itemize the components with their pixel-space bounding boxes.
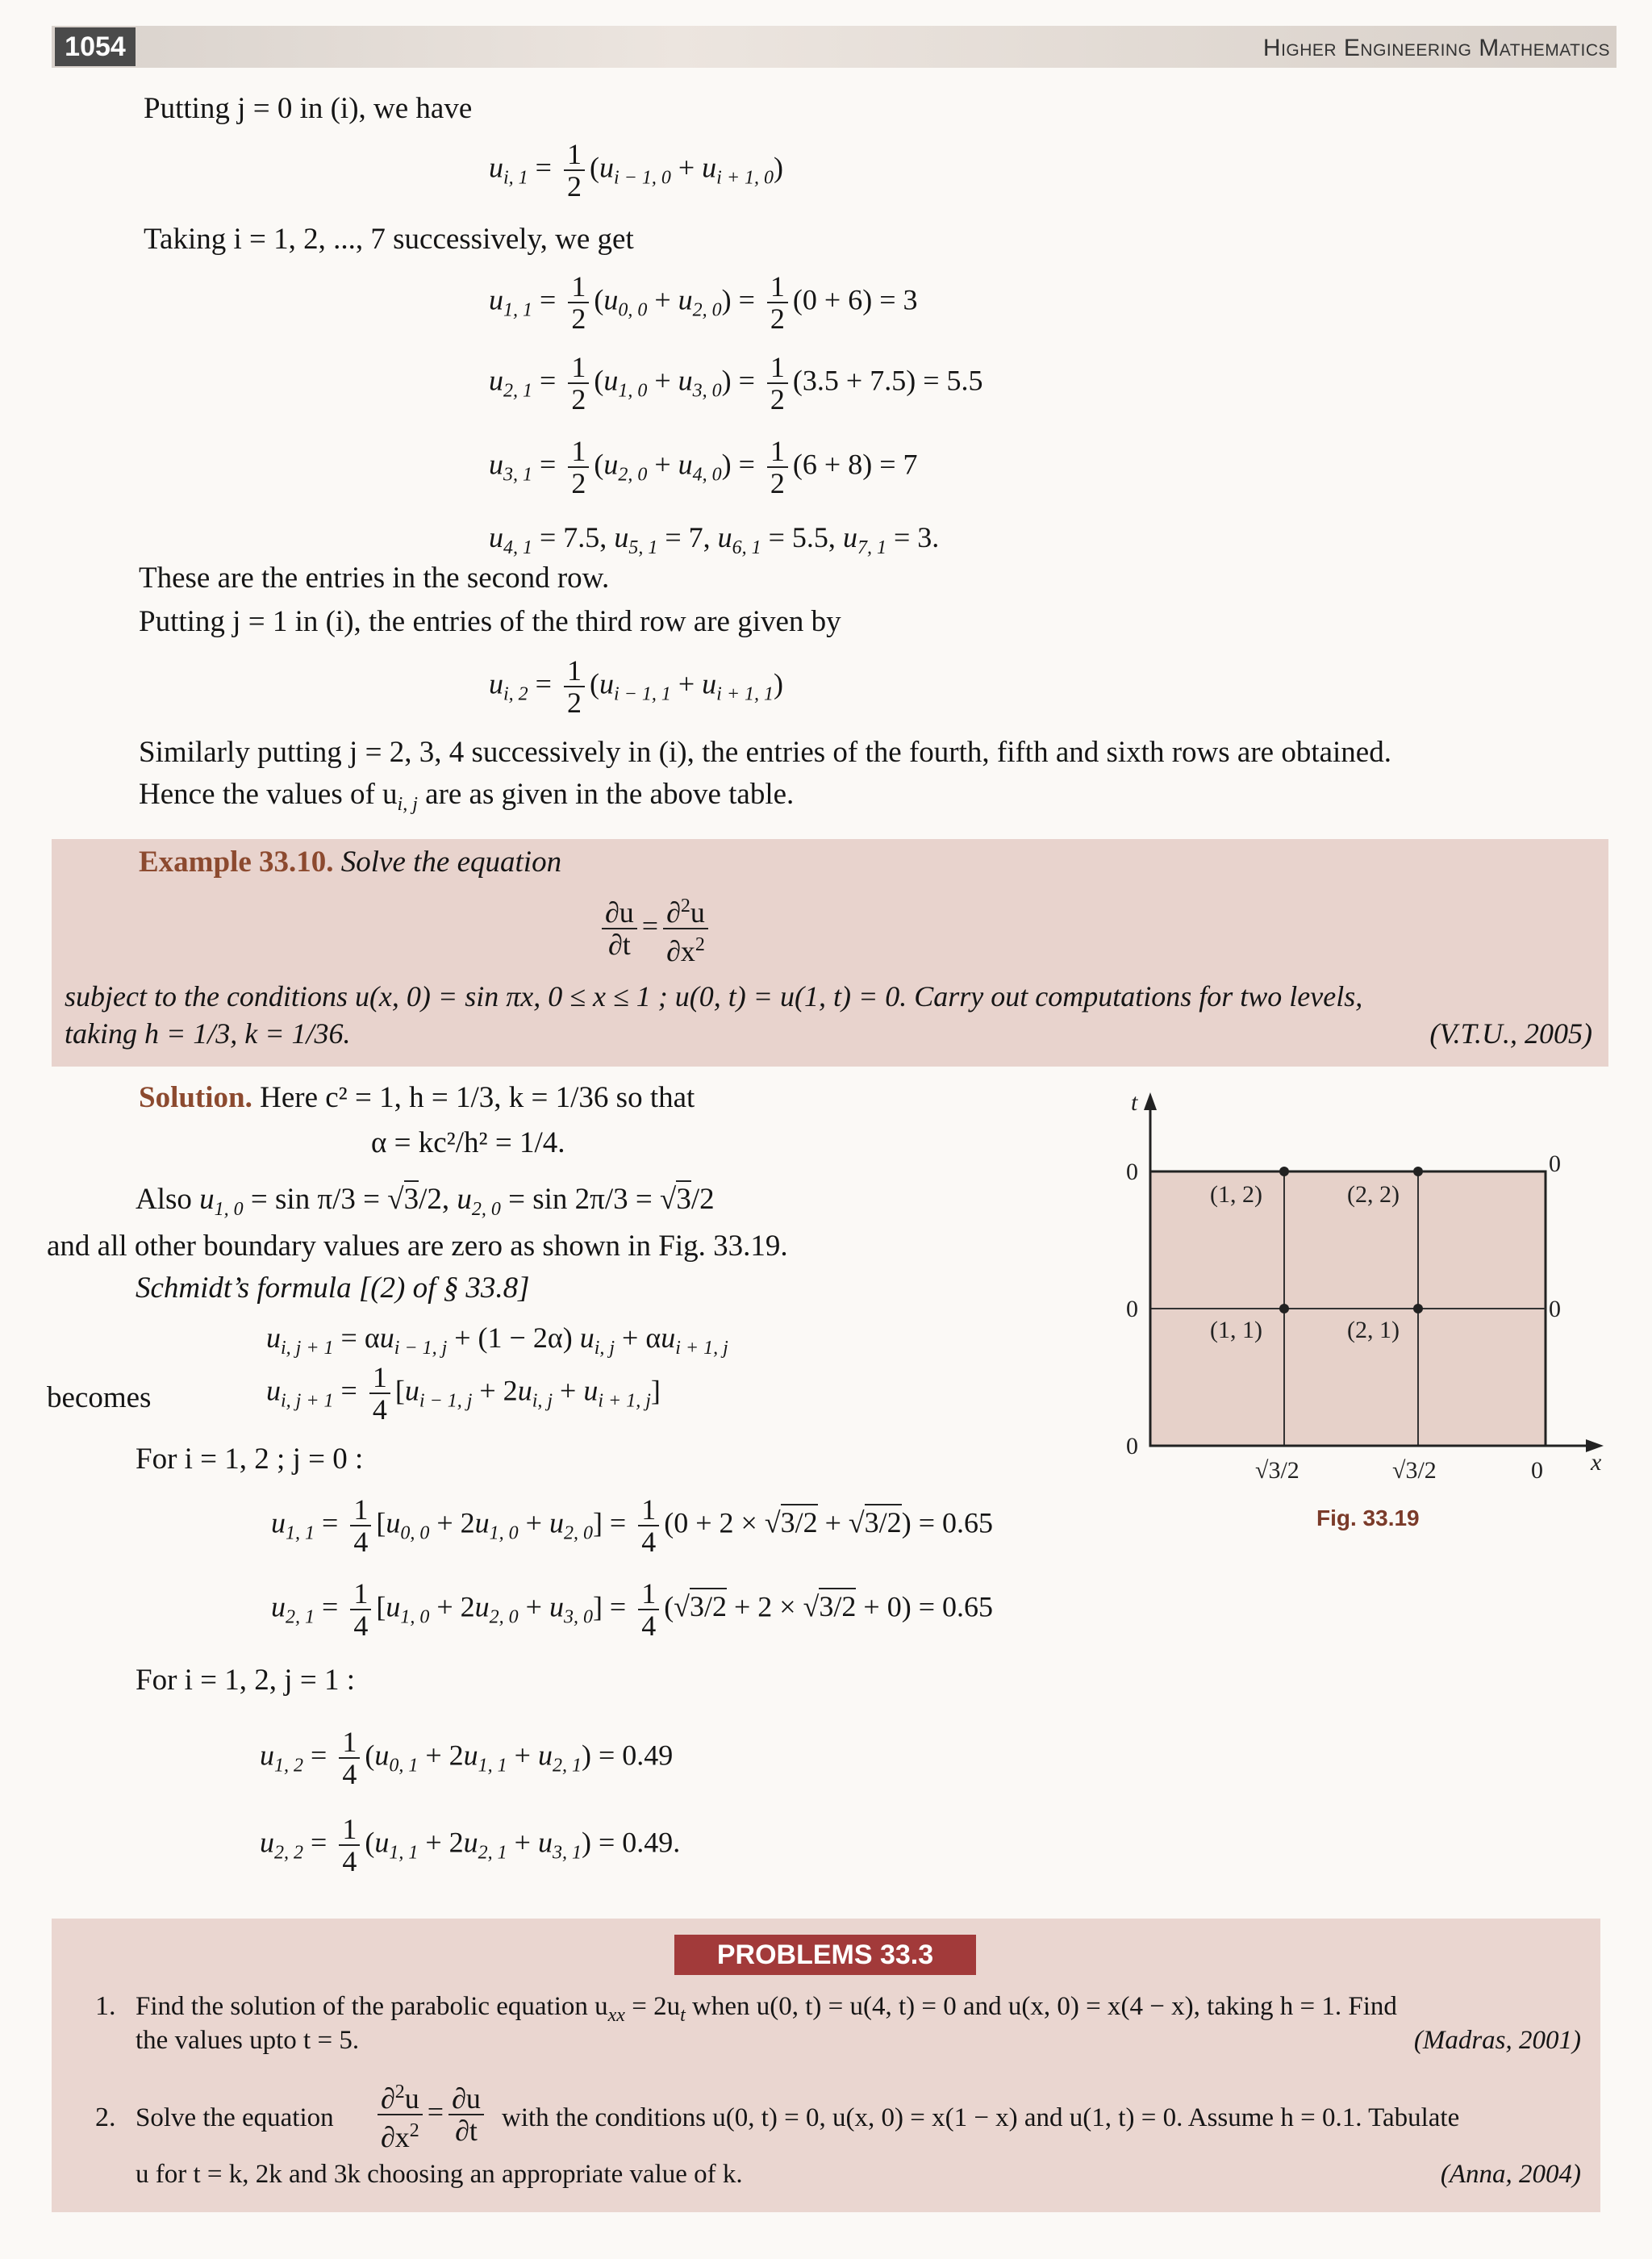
x-axis-label: x	[1591, 1449, 1602, 1476]
problem-2-pde: $\frac{\partial^2u}{\partial x^2}$ = $\frac{\partial u}{\partial t}$	[373, 2077, 489, 2153]
t-axis-arrow	[1144, 1092, 1157, 1110]
node-2-2-dot	[1413, 1167, 1423, 1176]
equation-u21: $u_{2, 1}$ = $\frac{1}{2}$ $(u_{1, 0} + u_{3, 0})$ = $\frac{1}{2}$ (3.5 + 7.5) = 5.5	[489, 351, 983, 415]
running-title: Higher Engineering Mathematics	[1262, 35, 1610, 61]
right-label-top: 0	[1549, 1150, 1561, 1177]
node-1-2-label: (1, 2)	[1210, 1181, 1262, 1208]
page-number: 1054	[55, 27, 136, 66]
equation-u31: $u_{3, 1}$ = $\frac{1}{2}$ $(u_{2, 0} + u_{4, 0})$ = $\frac{1}{2}$ (6 + 8) = 7	[489, 435, 918, 499]
problem-1-number: 1.	[95, 1991, 116, 2021]
solution-schmidt: Schmidt’s formula [(2) of § 33.8]	[136, 1271, 530, 1305]
equation-u21-schmidt: $u_{2, 1}$ = $\frac{1}{4}$ $[u_{1, 0} + 2u_{2, 0} + u_{3, 0}]$ = $\frac{1}{4}$ (√3/2 + 2 × √3/2 + 0) = 0.65	[271, 1577, 993, 1642]
figure-caption: Fig. 33.19	[1316, 1505, 1420, 1530]
problem-1-source: (Madras, 2001)	[1413, 2026, 1581, 2055]
node-1-1-dot	[1279, 1304, 1289, 1313]
figure-grid-diagram	[1113, 1081, 1613, 1533]
left-label-bot: 0	[1126, 1433, 1138, 1459]
for-j0: For i = 1, 2 ; j = 0 :	[136, 1443, 364, 1476]
for-j1: For i = 1, 2, j = 1 :	[136, 1664, 355, 1697]
label-becomes: becomes	[47, 1381, 152, 1414]
para-putting-j0: Putting j = 0 in (i), we have	[144, 92, 473, 125]
equation-becomes: $u_{i, j + 1}$ = $\frac{1}{4}$ $[u_{i - 1, j} + 2u_{i, j} + u_{i + 1, j}]$	[266, 1361, 661, 1426]
example-conditions-2: taking h = 1/3, k = 1/36.	[65, 1017, 351, 1050]
equation-ui1: $u_{i, 1}$ = $\frac{1}{2}$ $(u_{i - 1, 0} + u_{i + 1, 0})$	[489, 138, 784, 203]
para-taking-i: Taking i = 1, 2, ..., 7 successively, we get	[144, 223, 634, 256]
problem-2-line2: u for t = k, 2k and 3k choosing an appropriate value of k.	[136, 2160, 743, 2189]
equation-schmidt: $u_{i, j + 1} = \alpha u_{i - 1, j} + (1 - 2\alpha) u_{i, j} + \alpha u_{i + 1, j}$	[266, 1322, 728, 1359]
problem-2-label: Solve the equation	[136, 2103, 334, 2132]
para-putting-j1: Putting j = 1 in (i), the entries of the third row are given by	[139, 605, 841, 638]
problem-2-conditions: with the conditions u(0, t) = 0, u(x, 0) = x(1 − x) and u(1, t) = 0. Assume h = 0.1. Tabulate	[502, 2103, 1460, 2132]
para-similarly: Similarly putting j = 2, 3, 4 successively in (i), the entries of the fourth, fifth and sixth rows are obtained.	[139, 736, 1391, 769]
problem-1-line1: Find the solution of the parabolic equation $u_{xx} = 2u_t$ when u(0, t) = u(4, t) = 0 and u(x, 0) = x(4 − x), taking h = 1. Find	[136, 1992, 1397, 2026]
solution-also: Also $u_{1, 0} = \sin \pi/3 = √3/2$, $u_{2, 0} = \sin 2\pi/3 = √3/2$	[136, 1180, 715, 1230]
example-heading: Example 33.10. Solve the equation	[139, 846, 562, 879]
para-second-row: These are the entries in the second row.	[139, 562, 610, 595]
example-conditions-1: subject to the conditions u(x, 0) = sin πx, 0 ≤ x ≤ 1 ; u(0, t) = u(1, t) = 0. Carry out computations for two levels,	[65, 980, 1363, 1013]
left-label-top: 0	[1126, 1159, 1138, 1185]
solution-line1: Solution. Here c² = 1, h = 1/3, k = 1/36 so that	[139, 1081, 695, 1114]
t-axis-label: t	[1131, 1089, 1138, 1116]
problem-1-line2: the values upto t = 5.	[136, 2026, 360, 2055]
left-label-mid: 0	[1126, 1296, 1138, 1322]
node-1-1-label: (1, 1)	[1210, 1317, 1262, 1343]
node-2-1-label: (2, 1)	[1347, 1317, 1400, 1343]
right-label-mid: 0	[1549, 1296, 1561, 1322]
solution-boundary: and all other boundary values are zero as shown in Fig. 33.19.	[47, 1230, 788, 1263]
problem-2-number: 2.	[95, 2102, 116, 2132]
solution-alpha: α = kc²/h² = 1/4.	[371, 1126, 565, 1159]
equation-u12: $u_{1, 2}$ = $\frac{1}{4}$ $(u_{0, 1} + 2u_{1, 1} + u_{2, 1}) = 0.49$	[260, 1726, 674, 1790]
bottom-label-2: √3/2	[1392, 1457, 1437, 1484]
example-pde: $\frac{\partial u}{\partial t}$ = $\frac{\partial^2u}{\partial x^2}$	[597, 891, 713, 967]
node-2-1-dot	[1413, 1304, 1423, 1313]
equation-u11-schmidt: $u_{1, 1}$ = $\frac{1}{4}$ $[u_{0, 0} + 2u_{1, 0} + u_{2, 0}]$ = $\frac{1}{4}$ (0 + 2 × √3/2 + √3/2) = 0.65	[271, 1493, 993, 1558]
node-2-2-label: (2, 2)	[1347, 1181, 1400, 1208]
equation-u11: $u_{1, 1}$ = $\frac{1}{2}$ $(u_{0, 0} + u_{2, 0})$ = $\frac{1}{2}$ (0 + 6) = 3	[489, 270, 918, 335]
bottom-label-3: 0	[1531, 1457, 1543, 1484]
equation-u41-u71: $u_{4, 1} = 7.5$, $u_{5, 1} = 7$, $u_{6, 1} = 5.5$, $u_{7, 1} = 3$.	[489, 521, 940, 558]
equation-u22: $u_{2, 2}$ = $\frac{1}{4}$ $(u_{1, 1} + 2u_{2, 1} + u_{3, 1}) = 0.49$.	[260, 1813, 681, 1877]
example-source: (V.T.U., 2005)	[1429, 1017, 1592, 1050]
problem-2-source: (Anna, 2004)	[1440, 2160, 1581, 2189]
equation-ui2: $u_{i, 2}$ = $\frac{1}{2}$ $(u_{i - 1, 1} + u_{i + 1, 1})$	[489, 654, 784, 719]
problems-title: PROBLEMS 33.3	[674, 1935, 976, 1975]
para-hence: Hence the values of $u_{i, j}$ are as given in the above table.	[139, 778, 795, 815]
node-1-2-dot	[1279, 1167, 1289, 1176]
bottom-label-1: √3/2	[1255, 1457, 1299, 1484]
